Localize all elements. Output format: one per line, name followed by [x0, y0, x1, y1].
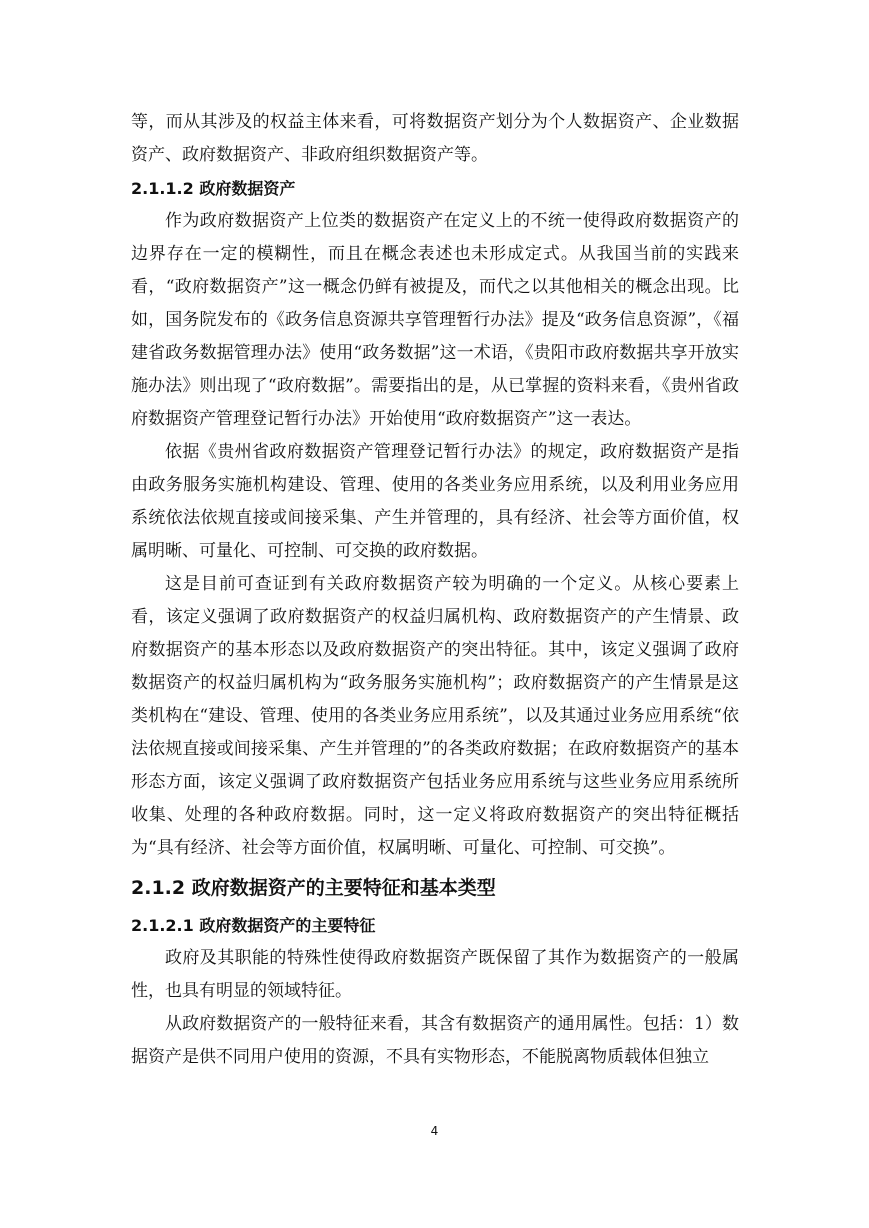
paragraph-continuation: 等，而从其涉及的权益主体来看，可将数据资产划分为个人数据资产、企业数据资产、政府数据资产、非政府组织数据资产等。 — [131, 112, 739, 165]
paragraph-general-features: 从政府数据资产的一般特征来看，其含有数据资产的通用属性。包括：1）数据资产是供不同用户使用的资源，不具有实物形态，不能脱离物质载体但独立 — [131, 1014, 739, 1067]
paragraph-definition-context: 作为政府数据资产上位类的数据资产在定义上的不统一使得政府数据资产的边界存在一定的模糊性，而且在概念表述也未形成定式。从我国当前的实践来看，“政府数据资产”这一概念仍鲜有被提及，而代之以其他相关的概念出现。比如，国务院发布的《政务信息资源共享管理暂行办法》提及“政务信息资源”，《福建省政务数据管理办法》使用“政务数据”这一术语，《贵阳市政府数据共享开放实施办法》则出现了“政府数据”。需要指出的是，从已掌握的资料来看，《贵州省政府数据资产管理登记暂行办法》开始使用“政府数据资产”这一表达。 — [131, 211, 739, 429]
document-body — [131, 106, 739, 1074]
section-heading-2-1-1-2: 2.1.1.2 政府数据资产 — [131, 179, 296, 198]
paragraph-guizhou-definition: 依据《贵州省政府数据资产管理登记暂行办法》的规定，政府数据资产是指由政务服务实施机构建设、管理、使用的各类业务应用系统，以及利用业务应用系统依法依规直接或间接采集、产生并管理的，具有经济、社会等方面价值，权属明晰、可量化、可控制、可交换的政府数据。 — [131, 442, 739, 561]
paragraph-specialty: 政府及其职能的特殊性使得政府数据资产既保留了其作为数据资产的一般属性，也具有明显的领域特征。 — [131, 948, 739, 1001]
section-heading-2-1-2-1: 2.1.2.1 政府数据资产的主要特征 — [131, 916, 376, 935]
page-number: 4 — [430, 1124, 439, 1138]
paragraph-core-elements: 这是目前可查证到有关政府数据资产较为明确的一个定义。从核心要素上看，该定义强调了政府数据资产的权益归属机构、政府数据资产的产生情景、政府数据资产的基本形态以及政府数据资产的突出特征。其中，该定义强调了政府数据资产的权益归属机构为“政务服务实施机构”；政府数据资产的产生情景是这类机构在“建设、管理、使用的各类业务应用系统”，以及其通过业务应用系统“依法依规直接或间接采集、产生并管理的”的各类政府数据；在政府数据资产的基本形态方面，该定义强调了政府数据资产包括业务应用系统与这些业务应用系统所收集、处理的各种政府数据。同时，这一定义将政府数据资产的突出特征概括为“具有经济、社会等方面价值，权属明晰、可量化、可控制、可交换”。 — [131, 574, 739, 858]
section-heading-2-1-2: 2.1.2 政府数据资产的主要特征和基本类型 — [131, 877, 496, 899]
